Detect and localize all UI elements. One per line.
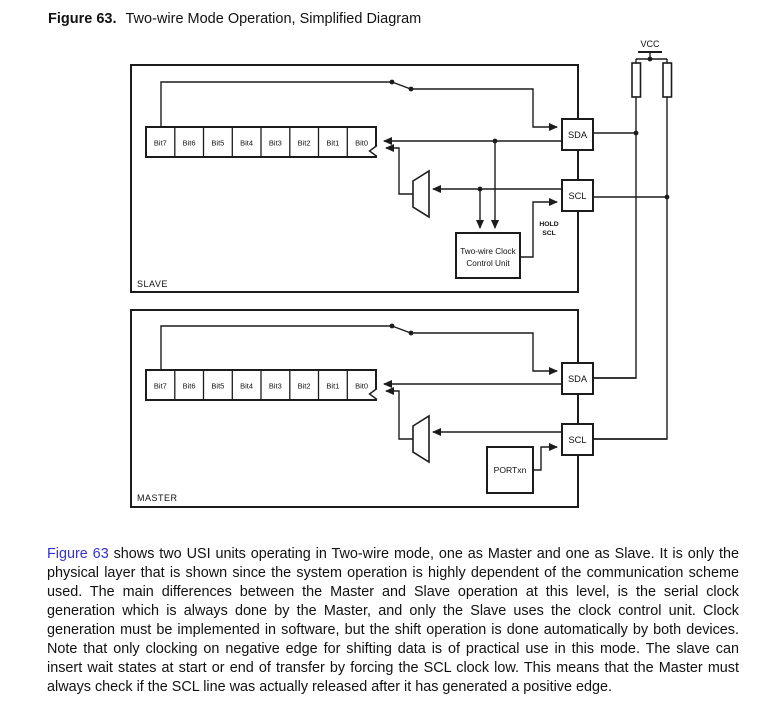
slave-bit6-label: Bit6 [182,138,196,148]
master-shift-register [146,370,377,400]
slave-mux-output-wire [386,148,413,194]
master-bit4-label: Bit4 [240,381,254,391]
slave-bit1-label: Bit1 [326,138,340,148]
master-bit3-label: Bit3 [268,381,282,391]
vcc-label: VCC [640,39,660,49]
slave-bit7-label: Bit7 [153,138,167,148]
vcc-pullup-network [594,39,672,439]
svg-text:SCL: SCL [542,230,556,237]
body-paragraph-text: shows two USI units operating in Two-wire mode, one as Master and one as Slave. It is only the physical layer that is shown since the system operation is highly dependent of the communication scheme used. The main differences between the Master and Slave operation at this level, is the serial clock generation which is always done by the Master, and only the Slave uses the clock control unit. Clock generation must be implemented in software, but the shift operation is done automatically by both devices. Note that only clocking on negative edge for shifting data is of practical use in this mode. The slave can insert wait states at start or end of transfer by forcing the SCL clock low. This means that the Master must always check if the SCL line was actually released after it has generated a positive edge. [47,546,740,696]
slave-bit4-label: Bit4 [240,138,254,148]
clock-unit-label-line2: Control Unit [466,259,510,268]
slave-switch-dot-a [390,80,395,85]
clock-unit-label-line1: Two-wire Clock [460,247,516,256]
master-switch-dot-a [390,324,395,329]
master-bit7-label: Bit7 [153,381,167,391]
vcc-junction-dot [648,57,653,62]
master-output-to-sda-wire [411,333,557,371]
master-scl-pin-label: SCL [568,435,587,445]
slave-output-to-sda-wire [411,89,557,127]
master-bit0-label: Bit0 [355,381,369,391]
slave-wires [161,82,667,257]
master-mux [413,416,429,462]
slave-clock-control-unit [456,233,520,278]
master-sda-pin-label: SDA [567,374,588,384]
figure-number: Figure 63. [48,11,117,27]
master-portxn-to-scl-wire [533,447,557,470]
slave-bit2-label: Bit2 [297,138,311,148]
scl-bus-line [594,97,667,439]
slave-switch-dot-b [409,87,414,92]
figure-caption: Two-wire Mode Operation, Simplified Diagram [125,11,422,27]
slave-scl-pin [562,180,593,211]
slave-sda-pin-label: SDA [567,130,588,140]
svg-text:HOLD: HOLD [539,221,559,228]
portxn-label: PORTxn [493,465,527,475]
slave-shift-register [146,127,377,157]
master-bit2-label: Bit2 [297,381,311,391]
master-scl-pin [562,424,593,455]
sda-bus-line [594,97,636,378]
master-bit7-output-wire [161,326,392,370]
slave-mux [413,171,429,217]
master-bit1-label: Bit1 [326,381,340,391]
master-bit5-label: Bit5 [211,381,225,391]
slave-bit3-label: Bit3 [268,138,282,148]
slave-bit7-output-wire [161,82,392,127]
master-portxn-box [487,447,533,493]
master-sda-pin [562,363,593,394]
master-bit6-label: Bit6 [182,381,196,391]
figure-63-link[interactable]: Figure 63 [47,546,109,563]
pullup-resistor-scl [663,63,672,97]
slave-sda-junction-dot [493,139,498,144]
slave-box-label: SLAVE [137,279,168,289]
master-mux-output-wire [386,391,413,439]
figure-title [48,11,421,27]
master-unit [131,310,667,507]
master-switch-dot-b [409,331,414,336]
pullup-resistor-sda [632,63,641,97]
slave-bit5-label: Bit5 [211,138,225,148]
slave-unit [131,65,667,292]
slave-scl-pin-label: SCL [568,191,587,201]
master-box-label: MASTER [137,493,178,503]
slave-sda-pin [562,119,593,150]
slave-scl-junction-dot [478,187,483,192]
hold-scl-label [539,221,558,237]
body-paragraph [47,545,739,697]
slave-bit0-label: Bit0 [355,138,369,148]
